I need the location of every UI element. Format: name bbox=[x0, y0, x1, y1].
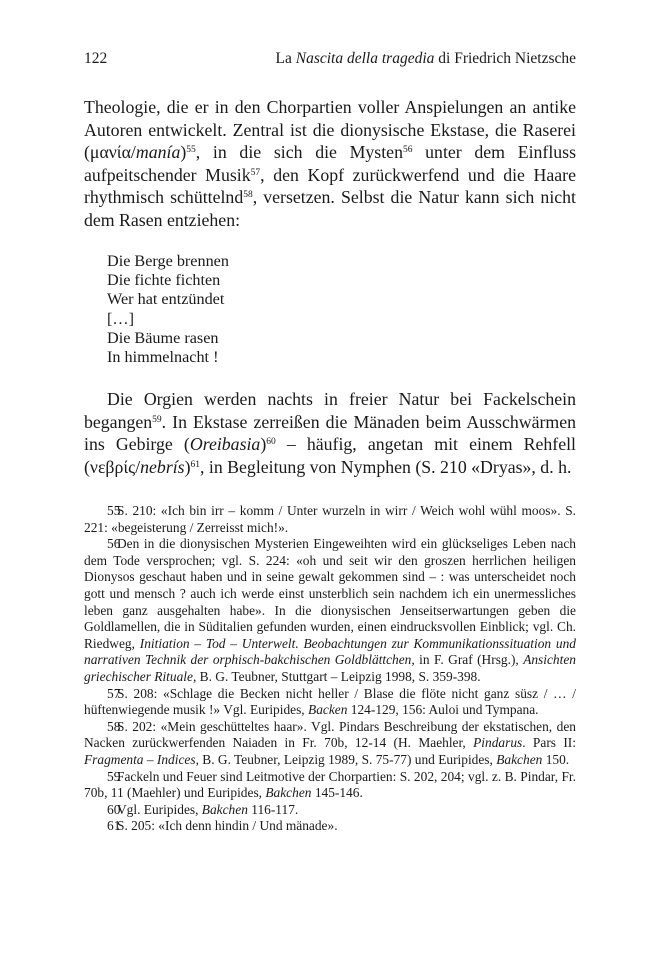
footnotes bbox=[84, 503, 576, 835]
verse-line: […] bbox=[107, 309, 134, 328]
paragraph-2: Die Orgien werden nachts in freier Natur bei Fackelschein begangen$^{59}$. In Ekstase zerreißen die Mänaden beim Ausschwärmen ins Gebirge (Oreibasia)$^{60}$ – häufig, angetan mit einem Rehfell (νεβρίς/nebrís)$^{61}$, in Begleitung von Nymphen (S. 210 «Dryas», d. h. bbox=[84, 389, 576, 477]
footnote-number: 60 bbox=[107, 801, 121, 817]
footnote-59: 59Fackeln und Feuer sind Leitmotive der Chorpartien: S. 202, 204; vgl. z. B. Pindar, Fr. 70b, 11 (Maehler) und Euripides, Bakchen 145-146. bbox=[84, 768, 576, 801]
footnote-ref-60: 60 bbox=[266, 437, 276, 448]
paragraph-1: Theologie, die er in den Chorpartien voller Anspielungen an antike Autoren entwickelt. Zentral ist die dionysische Ekstase, die Raserei (μανία/manía)$^{55}$, in die sich die Mysten$^{56}$ unter dem Einfluss aufpeitschender Musik$^{57}$, den Kopf zurückwerfend und die Haare rhythmisch schüttelnd$^{58}$, versetzen. Selbst die Natur kann sich nicht dem Rasen entziehen: bbox=[84, 97, 576, 230]
footnote-ref-56: 56 bbox=[402, 145, 413, 155]
verse-quote bbox=[107, 252, 576, 367]
footnote-ref-55: 55 bbox=[186, 145, 196, 155]
footnote-ref-59: 59 bbox=[152, 414, 162, 425]
verse-line: Die fichte fichten bbox=[107, 271, 221, 290]
footnote-57: 57S. 208: «Schlage die Becken nicht heller / Blase die flöte nicht ganz süsz / … / hüftenwiegende musik !» Vgl. Euripides, Backen 124-129, 156: Auloi und Tympana. bbox=[84, 685, 576, 718]
footnote-number: 55 bbox=[107, 503, 121, 518]
footnote-60: 60Vgl. Euripides, Bakchen 116-117. bbox=[84, 802, 576, 819]
verse-line: Die Bäume rasen bbox=[107, 328, 219, 347]
page-number: 122 bbox=[84, 50, 108, 67]
footnote-number: 56 bbox=[107, 536, 121, 552]
footnote-ref-61: 61 bbox=[190, 459, 201, 470]
footnote-number: 61 bbox=[107, 818, 121, 834]
main-text bbox=[84, 96, 576, 478]
footnote-61: 61S. 205: «Ich denn hindin / Und mänade». bbox=[84, 818, 576, 835]
footnote-56: 56Den in die dionysischen Mysterien Eingeweihten wird ein glückseliges Leben nach dem Tode versprochen; vgl. S. 224: «oh und seit wir den groszen herrlichen heiligen Dionysos geschaut haben und in seine gewalt gekommen sind – : was unterscheidet noch gott und mensch ? auch ich werde einst unsterblich sein nachdem ich ein unermessliches leben ganz ausgehalten habe». In die dionysischen Jenseitserwartungen geben die Goldlamellen, die in Süditalien gefunden wurden, einen eindrucksvollen Einblick; vgl. Ch. Riedweg, Initiation – Tod – Unterwelt. Beobachtungen zur Kommunikationssituation und narrativen Technik der orphisch-bakchischen Goldblättchen, in F. Graf (Hrsg.), Ansichten griechischer Rituale, B. G. Teubner, Stuttgart – Leipzig 1998, S. 359-398. bbox=[84, 536, 577, 684]
footnote-55: 55S. 210: «Ich bin irr – komm / Unter wurzeln in wirr / Weich wohl wühl moos». S. 221: «begeisterung / Zerreisst mich!». bbox=[84, 503, 576, 535]
footnote-ref-58: 58 bbox=[243, 190, 253, 200]
footnote-number: 57 bbox=[107, 685, 121, 701]
verse-line: Wer hat entzündet bbox=[107, 290, 225, 309]
verse-line: Die Berge brennen bbox=[107, 252, 229, 270]
footnote-58: 58S. 202: «Mein geschütteltes haar». Vgl. Pindars Beschreibung der ekstatischen, den Nacken zurückwerfenden Naiaden in Fr. 70b, 12-14 (H. Maehler, Pindarus. Pars II: Fragmenta – Indices, B. G. Teubner, Leipzig 1989, S. 75-77) und Euripides, Bakchen 150. bbox=[84, 718, 576, 767]
footnote-number: 59 bbox=[107, 768, 121, 784]
verse-line: In himmelnacht ! bbox=[107, 348, 219, 367]
running-title: La Nascita della tragedia di Friedrich Nietzsche bbox=[275, 50, 576, 67]
footnote-number: 58 bbox=[107, 718, 121, 734]
footnote-ref-57: 57 bbox=[250, 167, 261, 178]
